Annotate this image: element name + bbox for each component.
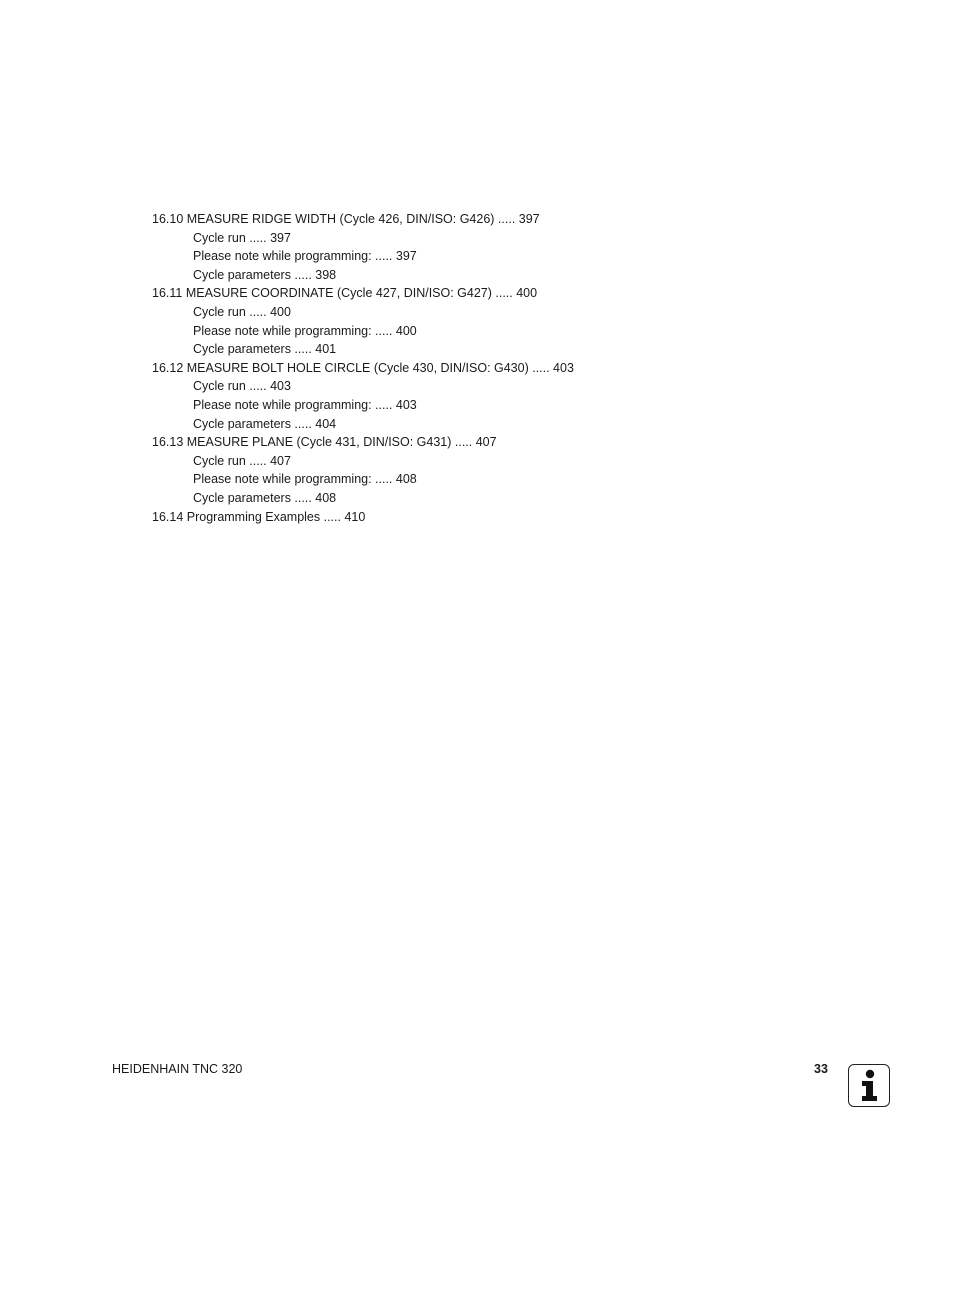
- toc-subentry[interactable]: Please note while programming: ..... 400: [193, 323, 417, 338]
- page-number: 33: [814, 1062, 828, 1076]
- toc-entry-16-12[interactable]: 16.12 MEASURE BOLT HOLE CIRCLE (Cycle 430, DIN/ISO: G430) ..... 403: [152, 360, 574, 375]
- toc-subentry[interactable]: Please note while programming: ..... 403: [193, 397, 417, 412]
- footer-product-name: HEIDENHAIN TNC 320: [112, 1062, 243, 1076]
- toc-subentry[interactable]: Cycle run ..... 403: [193, 379, 291, 394]
- toc-entry-16-13[interactable]: 16.13 MEASURE PLANE (Cycle 431, DIN/ISO: G431) ..... 407: [152, 435, 497, 450]
- toc-entry-16-10[interactable]: 16.10 MEASURE RIDGE WIDTH (Cycle 426, DIN/ISO: G426) ..... 397: [152, 212, 540, 226]
- toc-entry-16-11[interactable]: 16.11 MEASURE COORDINATE (Cycle 427, DIN/ISO: G427) ..... 400: [152, 286, 538, 301]
- table-of-contents: [152, 210, 852, 526]
- toc-entry-16-14[interactable]: 16.14 Programming Examples ..... 410: [152, 509, 366, 524]
- toc-subentry[interactable]: Cycle run ..... 397: [193, 230, 291, 245]
- toc-subentry[interactable]: Please note while programming: ..... 397: [193, 249, 417, 264]
- toc-subentry[interactable]: Cycle parameters ..... 401: [193, 342, 337, 357]
- toc-subentry[interactable]: Please note while programming: ..... 408: [193, 472, 417, 487]
- info-icon: [848, 1064, 890, 1107]
- toc-subentry[interactable]: Cycle run ..... 407: [193, 453, 291, 468]
- toc-subentry[interactable]: Cycle parameters ..... 398: [193, 267, 337, 282]
- toc-subentry[interactable]: Cycle parameters ..... 404: [193, 416, 337, 431]
- toc-subentry[interactable]: Cycle run ..... 400: [193, 304, 291, 319]
- toc-subentry[interactable]: Cycle parameters ..... 408: [193, 490, 337, 505]
